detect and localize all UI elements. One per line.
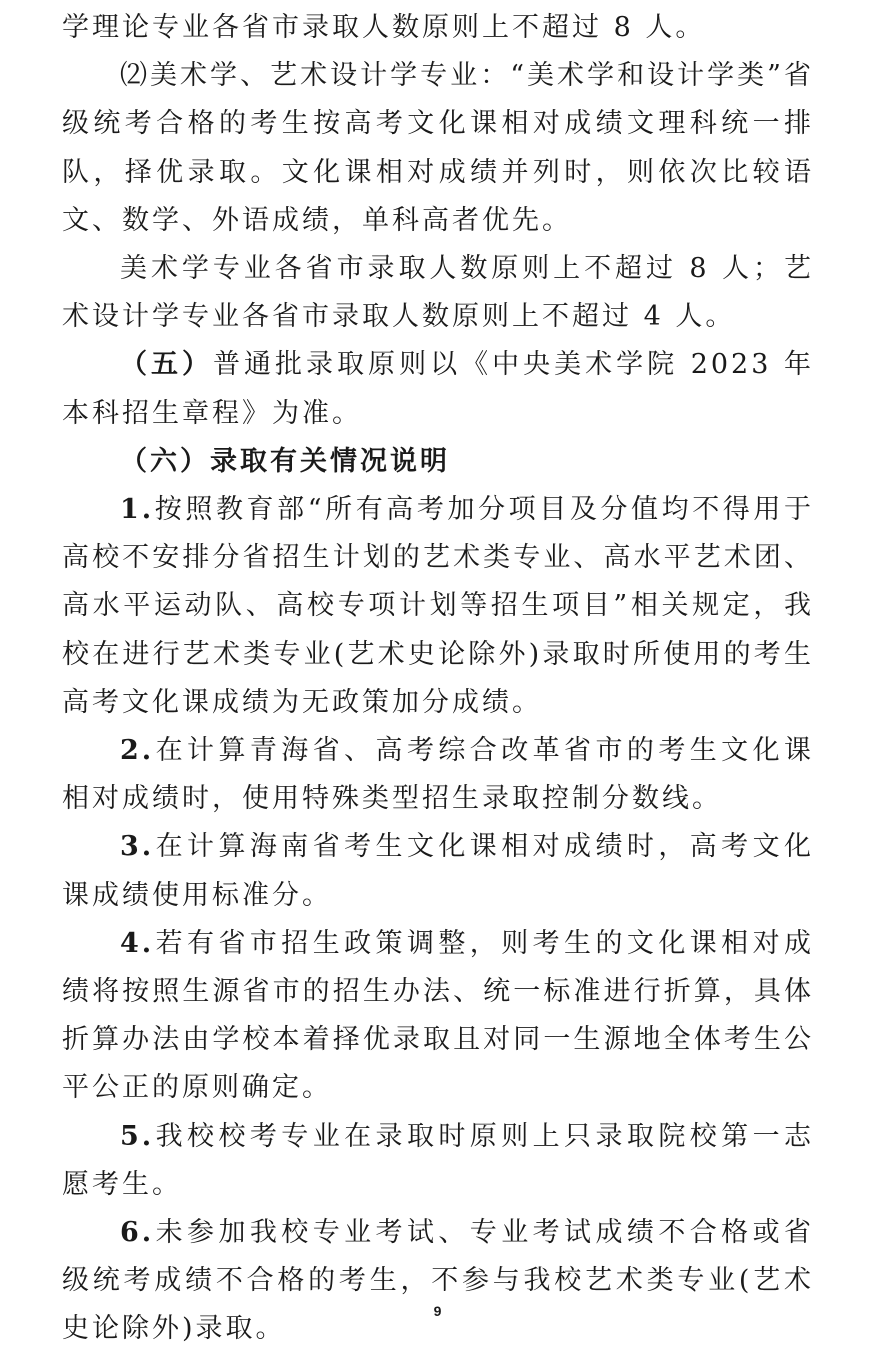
paragraph-3 <box>62 245 814 341</box>
paragraph-2 <box>62 52 814 245</box>
paragraph-4 <box>62 341 814 437</box>
paragraph-2-text: ⑵美术学、艺术设计学专业：“美术学和设计学类”省级统考合格的考生按高考文化课相对成绩文理科统一排队，择优录取。文化课相对成绩并列时，则依次比较语文、数学、外语成绩，单科高者优先。 <box>62 60 814 236</box>
paragraph-item-1 <box>62 486 814 727</box>
item-1-number: 1. <box>120 494 155 526</box>
paragraph-item-4 <box>62 920 814 1113</box>
item-5-text: 我校校考专业在录取时原则上只录取院校第一志愿考生。 <box>62 1120 814 1200</box>
item-5-number: 5. <box>120 1120 155 1152</box>
page-number: 9 <box>433 1303 442 1319</box>
item-2-number: 2. <box>120 735 155 767</box>
item-3-text: 在计算海南省考生文化课相对成绩时，高考文化课成绩使用标准分。 <box>62 831 814 911</box>
paragraph-item-3 <box>62 823 814 919</box>
item-4-number: 4. <box>120 927 155 959</box>
item-6-text: 未参加我校专业考试、专业考试成绩不合格或省级统考成绩不合格的考生，不参与我校艺术类专业(艺术史论除外)录取。 <box>62 1217 814 1345</box>
paragraph-1 <box>62 4 814 52</box>
paragraph-4-lead: （五） <box>120 349 214 381</box>
item-3-number: 3. <box>120 831 155 863</box>
paragraph-3-text: 美术学专业各省市录取人数原则上不超过 8 人；艺术设计学专业各省市录取人数原则上不超过 4 人。 <box>62 253 814 333</box>
section-heading-text: （六）录取有关情况说明 <box>120 445 450 477</box>
item-4-text: 若有省市招生政策调整，则考生的文化课相对成绩将按照生源省市的招生办法、统一标准进行折算，具体折算办法由学校本着择优录取且对同一生源地全体考生公平公正的原则确定。 <box>62 927 814 1104</box>
paragraph-item-6 <box>62 1209 814 1354</box>
paragraph-4-text: 普通批录取原则以《中央美术学院 2023 年本科招生章程》为准。 <box>62 349 815 429</box>
section-heading <box>62 438 814 486</box>
item-6-number: 6. <box>120 1217 155 1249</box>
item-2-text: 在计算青海省、高考综合改革省市的考生文化课相对成绩时，使用特殊类型招生录取控制分数线。 <box>62 735 814 815</box>
paragraph-item-5 <box>62 1113 814 1209</box>
document-body <box>62 4 814 1354</box>
paragraph-1-text: 学理论专业各省市录取人数原则上不超过 8 人。 <box>62 12 706 43</box>
paragraph-item-2 <box>62 727 814 823</box>
item-1-text: 按照教育部“所有高考加分项目及分值均不得用于高校不安排分省招生计划的艺术类专业、高水平艺术团、高水平运动队、高校专项计划等招生项目”相关规定，我校在进行艺术类专业(艺术史论除外)录取时所使用的考生高考文化课成绩为无政策加分成绩。 <box>62 494 814 718</box>
